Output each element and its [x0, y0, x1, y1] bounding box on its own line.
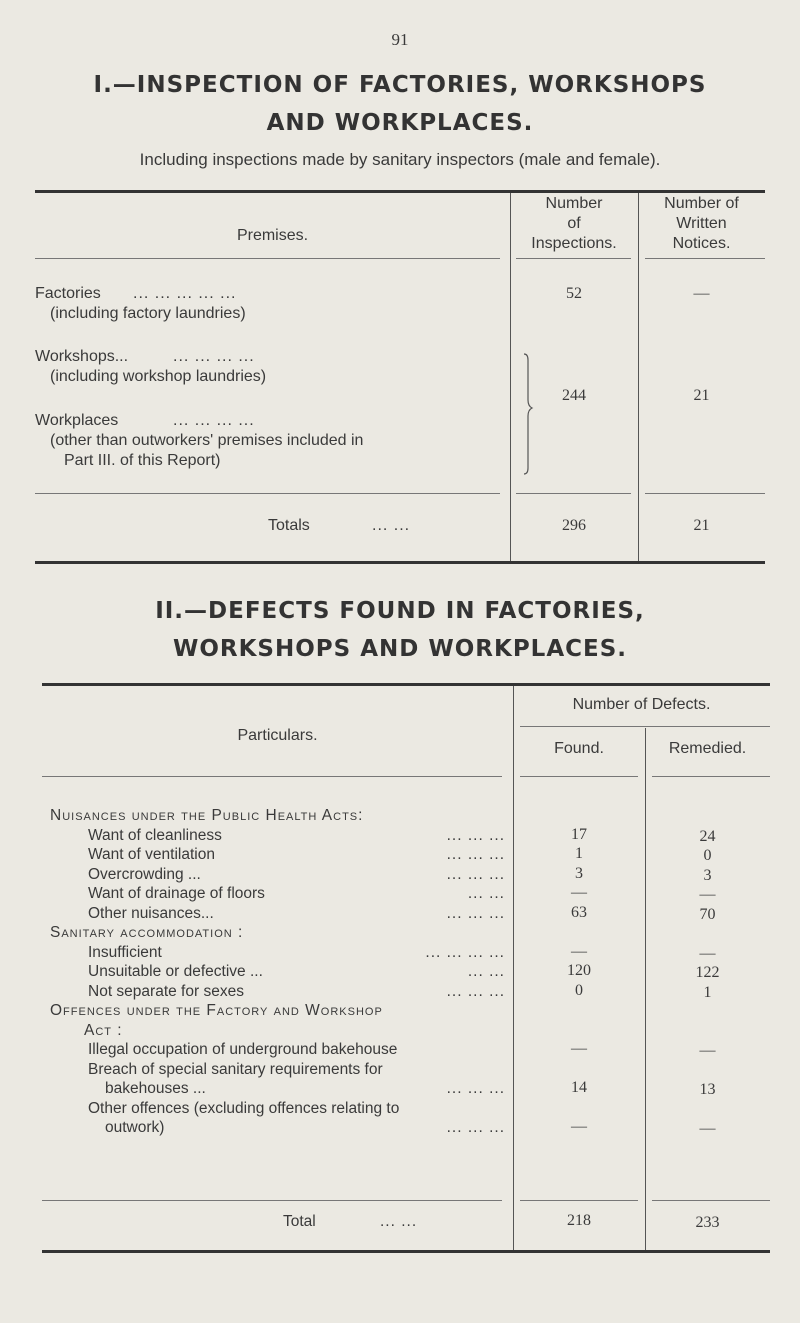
totals-rule: [516, 493, 631, 494]
section1-subtitle: Including inspections made by sanitary inspectors (male and female).: [139, 150, 661, 169]
group-heading: Sanitary accommodation :: [50, 924, 244, 941]
header-inspections-line: Number: [545, 195, 603, 212]
defect-found: 120: [567, 962, 591, 979]
header-notices: [638, 194, 765, 254]
leader-dots: ... ... ...: [446, 982, 505, 1000]
header-remedied: Remedied.: [668, 740, 747, 757]
leader-dots: ... ... ...: [446, 865, 505, 883]
header-rule: [42, 776, 502, 777]
defect-remedied: 0: [703, 847, 712, 864]
leader-dots: ... ...: [467, 885, 505, 902]
group-heading: Act :: [84, 1021, 123, 1039]
row-factories-label: Factories: [35, 285, 101, 302]
row-workshops-note: (including workshop laundries): [50, 368, 267, 385]
combined-inspections: 244: [562, 387, 586, 404]
total-rule: [520, 1200, 638, 1201]
header-inspections-line: Inspections.: [531, 235, 617, 252]
header-rule: [645, 258, 765, 259]
header-number-of-defects: Number of Defects.: [572, 696, 711, 713]
header-notices-line: Number of: [664, 195, 739, 212]
row-workplaces-note: (other than outworkers' premises included in: [50, 432, 364, 449]
defect-found: —: [571, 884, 587, 901]
total-rule: [42, 1200, 502, 1201]
defect-found: 17: [571, 825, 587, 843]
header-rule: [652, 776, 770, 777]
header-notices-line: Written: [676, 215, 727, 232]
header-inspections: [510, 194, 638, 254]
section1-title-line2: AND WORKPLACES.: [266, 110, 534, 136]
table-bottom-rule: [42, 1250, 770, 1253]
defect-label: Other offences (excluding offences relating to: [88, 1099, 400, 1117]
total-found: 218: [567, 1212, 591, 1229]
defect-found: —: [571, 942, 587, 960]
row-factories-inspections: 52: [566, 285, 582, 302]
defect-label: bakehouses ...: [105, 1080, 206, 1097]
leader-dots: ... ... ... ...: [425, 943, 505, 961]
total-remedied: 233: [695, 1214, 720, 1231]
totals-rule: [35, 493, 500, 494]
totals-label: Totals: [268, 517, 310, 534]
row-workplaces-dots: ... ... ... ...: [173, 412, 255, 429]
header-found: Found.: [554, 740, 604, 757]
group-heading: Offences under the Factory and Workshop: [50, 1002, 383, 1019]
defect-label: Want of ventilation: [88, 846, 215, 863]
total-rule: [652, 1200, 770, 1201]
defect-remedied: —: [699, 886, 716, 903]
defect-remedied: 70: [699, 905, 716, 923]
section1-title-line1: I.—INSPECTION OF FACTORIES, WORKSHOPS: [93, 72, 707, 98]
leader-dots: ... ...: [467, 963, 505, 980]
header-inspections-line: of: [567, 215, 581, 232]
defect-label: Want of cleanliness: [88, 826, 222, 844]
page-number: 91: [391, 30, 409, 49]
total-dots: ... ...: [380, 1213, 418, 1230]
defect-label: Breach of special sanitary requirements for: [88, 1060, 383, 1078]
totals-notices: 21: [693, 517, 710, 534]
table-top-rule: [35, 190, 765, 193]
header-premises: Premises.: [236, 227, 309, 244]
defect-label: Want of drainage of floors: [88, 885, 265, 902]
defect-label: Unsuitable or defective ...: [88, 963, 263, 980]
defect-remedied: —: [699, 1120, 716, 1137]
leader-dots: ... ... ...: [446, 1080, 505, 1097]
defect-label: Overcrowding ...: [88, 865, 201, 883]
header-particulars: Particulars.: [237, 727, 318, 744]
header-rule: [35, 258, 500, 259]
row-workshops-label: Workshops...: [35, 348, 129, 365]
section2-title-line2: WORKSHOPS AND WORKPLACES.: [172, 636, 628, 662]
defect-found: 3: [575, 864, 583, 882]
header-notices-line: Notices.: [672, 235, 731, 252]
defect-found: 63: [571, 903, 587, 921]
defect-remedied: 122: [695, 964, 720, 981]
total-label: Total: [283, 1213, 316, 1230]
row-factories-notices: —: [693, 285, 710, 302]
row-workplaces-label: Workplaces: [35, 412, 119, 429]
totals-rule: [645, 493, 765, 494]
table-top-rule: [42, 683, 770, 686]
defect-found: —: [571, 1118, 587, 1135]
defect-found: 14: [571, 1079, 587, 1096]
header-rule: [520, 776, 638, 777]
defect-remedied: —: [699, 1042, 716, 1059]
defect-found: —: [571, 1040, 587, 1057]
header-rule: [516, 258, 631, 259]
defect-label: Other nuisances...: [88, 904, 214, 922]
defect-label: Insufficient: [88, 943, 162, 961]
totals-inspections: 296: [562, 517, 586, 534]
defect-remedied: —: [699, 944, 716, 962]
defect-label: outwork): [105, 1119, 165, 1136]
defect-label: Illegal occupation of underground bakehouse: [88, 1041, 398, 1058]
totals-dots: ... ...: [372, 517, 411, 534]
table-bottom-rule: [35, 561, 765, 564]
defect-found: 0: [575, 981, 583, 999]
row-workshops-dots: ... ... ... ...: [173, 348, 255, 365]
defect-remedied: 1: [703, 983, 712, 1001]
defect-remedied: 3: [703, 866, 712, 884]
leader-dots: ... ... ...: [446, 904, 505, 922]
leader-dots: ... ... ...: [446, 826, 505, 844]
combined-notices: 21: [693, 387, 710, 404]
leader-dots: ... ... ...: [446, 1119, 505, 1136]
row-workplaces-note2: Part III. of this Report): [64, 452, 221, 469]
defect-label: Not separate for sexes: [88, 982, 244, 1000]
brace-icon: [510, 348, 540, 478]
group-heading: Nuisances under the Public Health Acts:: [50, 807, 364, 824]
defect-remedied: 24: [699, 827, 716, 845]
row-factories-dots: ... ... ... ... ...: [133, 285, 237, 302]
leader-dots: ... ... ...: [446, 846, 505, 863]
header-rule: [520, 726, 770, 727]
row-factories-note: (including factory laundries): [50, 305, 246, 322]
defect-remedied: 13: [699, 1081, 716, 1098]
defect-found: 1: [575, 845, 583, 862]
section2-title-line1: II.—DEFECTS FOUND IN FACTORIES,: [155, 598, 645, 624]
